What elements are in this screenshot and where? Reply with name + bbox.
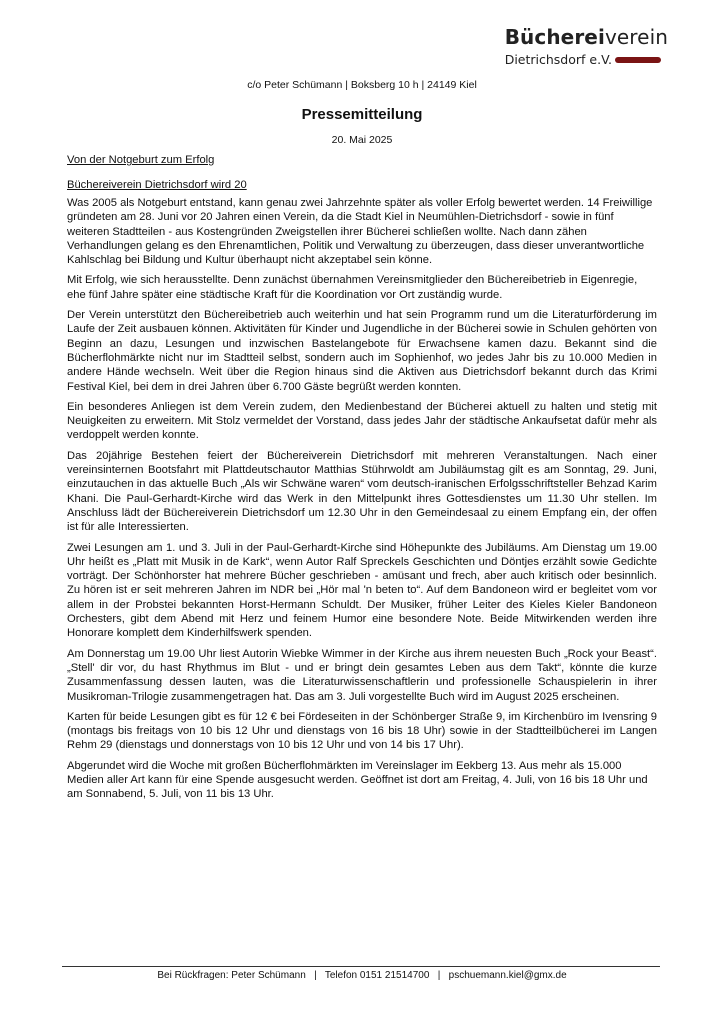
paragraph-3: Der Verein unterstützt den Büchereibetrieb auch weiterhin und hat sein Programm rund um die Literaturförderung im Laufe der Zeit ausbauen können. Aktivitäten für Kinder und Jugendliche in der Bücherei sowie in Schulen gehörten von Beginn an dazu, Lesungen und inzwischen Bastelangebote für Erwachsene kamen dazu. Bekannt sind die Bücherflohmärkte nicht nur im Stadtteil selbst, sondern auch im Sophienhof, wo jedes Jahr bis zu 10.000 Medien in andere Hände wechseln. Weit über die Region hinaus sind die Aktiven aus Dietrichsdorf bekannt durch das Krimi Festival Kiel, bei dem in drei Jahren über 6.700 Gäste begrüßt werden konnten. [67, 309, 657, 393]
paragraph-1: Was 2005 als Notgeburt entstand, kann genau zwei Jahrzehnte später als voller Erfolg bewertet werden. 14 Freiwillige gründeten am 28. Juni vor 20 Jahren einen Verein, da die Stadt Kiel in Neumühlen-Dietrichsdorf - sowie in fünf weiteren Stadtteilen - aus Kostengründen Zweigstellen ihrer Bücherei schließen wollte. Nach dann zähen Verhandlungen gelang es den Ehrenamtlichen, Politik und Verwaltung zu überzeugen, dass dieser unverantwortliche Kahlschlag bei Bildung und Kultur überhaupt nicht akzeptabel sein könne. [67, 197, 653, 267]
article-body [67, 196, 657, 808]
footer-contact: Bei Rückfragen: Peter Schümann | Telefon 0151 21514700 | pschuemann.kiel@gmx.de [157, 970, 567, 981]
subheading-2: Büchereiverein Dietrichsdorf wird 20 [67, 179, 247, 191]
footer-divider [62, 966, 660, 967]
paragraph-7: Am Donnerstag um 19.00 Uhr liest Autorin Wiebke Wimmer in der Kirche aus ihrem neuesten Buch „Rock your Beast“. „Stell' dir vor, du hast Rhythmus im Blut - und er bringt dein gesamtes Leben aus dem Takt“, könnte die kurze Zusammenfassung dessen lauten, was die Literaturwissenschaftlerin und professionelle Schauspielerin in ihrer Musikroman-Trilogie zusammengetragen hat. Das am 3. Juli vorgestellte Buch wird im August 2025 erscheinen. [67, 647, 657, 703]
paragraph-6: Zwei Lesungen am 1. und 3. Juli in der Paul-Gerhardt-Kirche sind Höhepunkte des Jubiläums. Am Dienstag um 19.00 Uhr heißt es „Platt mit Musik in de Kark“, wenn Autor Ralf Spreckels Geschichten und Döntjes erzählt sowie Gedichte vorträgt. Der Schönhorster hat mehrere Bücher geschrieben - amüsant und frech, aber auch kritisch oder besinnlich. Zu hören ist er seit mehreren Jahren im NDR bei „Hör mal 'n beten to“. Auf dem Bandoneon wird er begleitet vom vor allem in der Probstei bekannten Horst-Hermann Schuldt. Der Musiker, früher Leiter des Kieles Kieler Bandoneon Orchesters, gibt dem Abend mit Herz und feinem Humor eine besondere Note. Beide Mitwirkenden werden ihre Honorare komplett dem Kinderhilfswerk spenden. [67, 541, 657, 640]
logo-wordmark [505, 26, 668, 48]
paragraph-8: Karten für beide Lesungen gibt es für 12 € bei Fördeseiten in der Schönberger Straße 9, im Kirchenbüro im Ivensring 9 (montags bis freitags von 10 bis 12 Uhr und dienstags von 16 bis 18 Uhr) sowie in der Stadtteilbücherei im Langen Rehm 29 (dienstags und donnerstags von 10 bis 12 Uhr und von 14 bis 17 Uhr). [67, 710, 657, 752]
logo [505, 26, 668, 68]
logo-place [505, 52, 668, 68]
paragraph-9: Abgerundet wird die Woche mit großen Bücherflohmärkten im Vereinslager im Eekberg 13. Aus mehr als 15.000 Medien aller Art kann für eine Spende ausgesucht werden. Geöffnet ist dort am Freitag, 4. Juli, von 16 bis 18 Uhr und am Sonnabend, 5. Juli, von 11 bis 13 Uhr. [67, 759, 648, 801]
logo-bar [615, 57, 661, 63]
logo-bold-part: Bücherei [504, 25, 605, 49]
subheading-1: Von der Notgeburt zum Erfolg [67, 154, 215, 166]
paragraph-4: Ein besonderes Anliegen ist dem Verein zudem, den Medienbestand der Bücherei aktuell zu halten und stetig mit Neuigkeiten zu erweitern. Mit Stolz vermeldet der Vorstand, dass jedes Jahr der städtische Ankaufsetat dafür mehr als verdoppelt werden konnte. [67, 400, 657, 442]
paragraph-2: Mit Erfolg, wie sich herausstellte. Denn zunächst übernahmen Vereinsmitglieder den Büchereibetrieb in Eigenregie, ehe fünf Jahre später eine städtische Kraft für die Koordination vor Ort zuständig wurde. [67, 274, 638, 301]
sender-address: c/o Peter Schümann | Boksberg 10 h | 24149 Kiel [247, 79, 477, 91]
release-date: 20. Mai 2025 [331, 134, 393, 146]
logo-place-text: Dietrichsdorf e.V. [504, 52, 612, 67]
page-title: Pressemitteilung [301, 106, 423, 123]
paragraph-5: Das 20jährige Bestehen feiert der Büchereiverein Dietrichsdorf mit mehreren Veranstaltungen. Nach einer vereinsinternen Bootsfahrt mit Plattdeutschautor Matthias Stührwoldt am Jubiläumstag gilt es am Sonntag, 29. Juni, einzutauchen in das aktuelle Buch „Als wir Schwäne waren“ vom deutsch-iranischen Erfolgsschriftsteller Behzad Karim Khani. Die Paul-Gerhardt-Kirche wird das Werk in den Mittelpunkt ihres Gottesdienstes um 11.30 Uhr stellen. Im Anschluss lädt der Büchereiverein Dietrichsdorf um 12.30 Uhr in den Gemeindesaal zu einem Empfang ein, der offen ist für alle Interessierten. [67, 449, 657, 534]
logo-rest-part: verein [604, 25, 668, 49]
